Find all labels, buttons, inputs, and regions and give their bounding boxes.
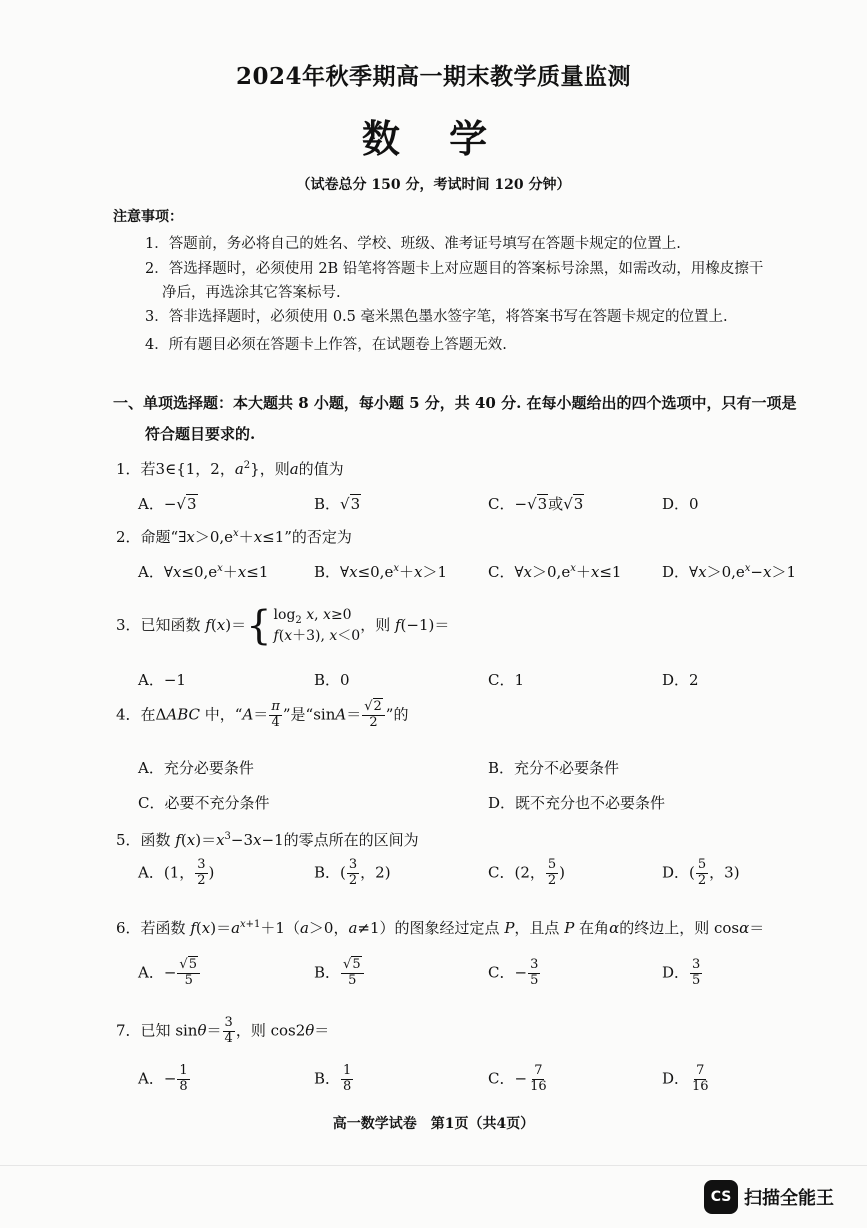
- option-3b: B．0: [314, 671, 350, 689]
- option-2d: D．$\forall x>0,e^x-x>1$: [662, 563, 796, 581]
- option-5d: D．( $\frac{5}{2}$ ，3): [662, 857, 740, 888]
- note-item: 4．所有题目必须在答题卡上作答，在试题卷上答题无效.: [145, 337, 507, 353]
- option-1c: C．−√3或√3: [488, 495, 584, 513]
- option-4d: D．既不充分也不必要条件: [488, 794, 666, 812]
- note-item: 3．答非选择题时，必须使用 0.5 毫米黑色墨水签字笔，将答案书写在答题卡规定的位置上.: [145, 309, 728, 325]
- question-7: 7．已知 sinθ＝ $\frac{3}{4}$ ，则 cos2θ＝: [116, 1015, 330, 1046]
- option-4a: A．充分必要条件: [138, 759, 254, 777]
- option-5c: C．(2， $\frac{5}{2}$ ): [488, 857, 566, 888]
- section-heading-cont: 符合题目要求的.: [145, 425, 256, 443]
- notes-heading: 注意事项：: [113, 209, 183, 225]
- exam-info: （试卷总分 150 分，考试时间 120 分钟）: [296, 177, 571, 193]
- option-6d: D． $\frac{3}{5}$: [662, 957, 701, 988]
- scanner-watermark: [704, 1180, 834, 1214]
- exam-title: 2024年秋季期高一期末教学质量监测: [235, 63, 631, 90]
- question-6: 6．若函数 $f(x)=a^{x+1}+1(a>0$，a≠1）的图象经过定点 P，且点 P 在角α的终边上，则 cosα＝: [116, 919, 765, 937]
- option-7d: D． $\frac{7}{16}$: [662, 1063, 709, 1094]
- option-7c: C．− $\frac{7}{16}$: [488, 1063, 547, 1094]
- option-3a: A．−1: [138, 671, 186, 689]
- camscanner-logo-icon: CS: [704, 1180, 738, 1214]
- option-1b: B．√3: [314, 495, 361, 513]
- option-3d: D．2: [662, 671, 699, 689]
- option-6a: A．− $\frac{√5}{5}$: [138, 958, 201, 989]
- option-4c: C．必要不充分条件: [138, 794, 270, 812]
- question-2: 2．命题“$\exists x>0,e^x+x\le 1$”的否定为: [116, 528, 352, 546]
- subject-title: 数 学: [361, 116, 506, 161]
- option-2b: B．$\forall x\le 0,e^x+x>1$: [314, 563, 447, 581]
- note-item: 1．答题前，务必将自己的姓名、学校、班级、准考证号填写在答题卡规定的位置上.: [145, 236, 681, 252]
- page-footer: 高一数学试卷 第1页（共4页）: [332, 1116, 535, 1132]
- divider: [0, 1165, 867, 1166]
- option-5a: A．(1， $\frac{3}{2}$ ): [138, 857, 215, 888]
- option-5b: B．( $\frac{3}{2}$ ，2): [314, 857, 391, 888]
- option-7a: A．− $\frac{1}{8}$: [138, 1063, 188, 1094]
- question-3: 3．已知函数 f(x)＝ { $\log_2 x$, x≥0 f(x＋3), x＜0 ，则 f(−1)＝: [116, 603, 450, 650]
- option-7b: B． $\frac{1}{8}$: [314, 1063, 352, 1094]
- option-1a: A．−√3: [138, 495, 197, 513]
- note-item: 净后，再选涂其它答案标号.: [162, 285, 341, 301]
- option-6c: C．− $\frac{3}{5}$: [488, 957, 539, 988]
- option-3c: C．1: [488, 671, 525, 689]
- section-heading: 一、单项选择题：本大题共 8 小题，每小题 5 分，共 40 分. 在每小题给出的四个选项中，只有一项是: [113, 394, 797, 412]
- option-1d: D．0: [662, 495, 699, 513]
- watermark-text: 扫描全能王: [744, 1188, 834, 1209]
- option-6b: B． $\frac{√5}{5}$: [314, 958, 365, 989]
- question-number: 1．: [116, 460, 141, 478]
- question-1: 1．若3∈{1，2，$a^2$}，则a的值为: [116, 460, 344, 478]
- option-2a: A．$\forall x\le 0,e^x+x\le 1$: [138, 563, 269, 581]
- option-2c: C．$\forall x>0,e^x+x\le 1$: [488, 563, 622, 581]
- question-5: 5．函数 $f(x)=x^3-3x-1$的零点所在的区间为: [116, 831, 419, 849]
- note-item: 2．答选择题时，必须使用 2B 铅笔将答题卡上对应题目的答案标号涂黑，如需改动，用橡皮擦干: [145, 261, 764, 277]
- question-4: 4．在ΔABC 中，“A＝ $\frac{\pi}{4}$ ”是“sinA＝ $\frac{√2}{2}$ ”的: [116, 699, 409, 730]
- option-4b: B．充分不必要条件: [488, 759, 620, 777]
